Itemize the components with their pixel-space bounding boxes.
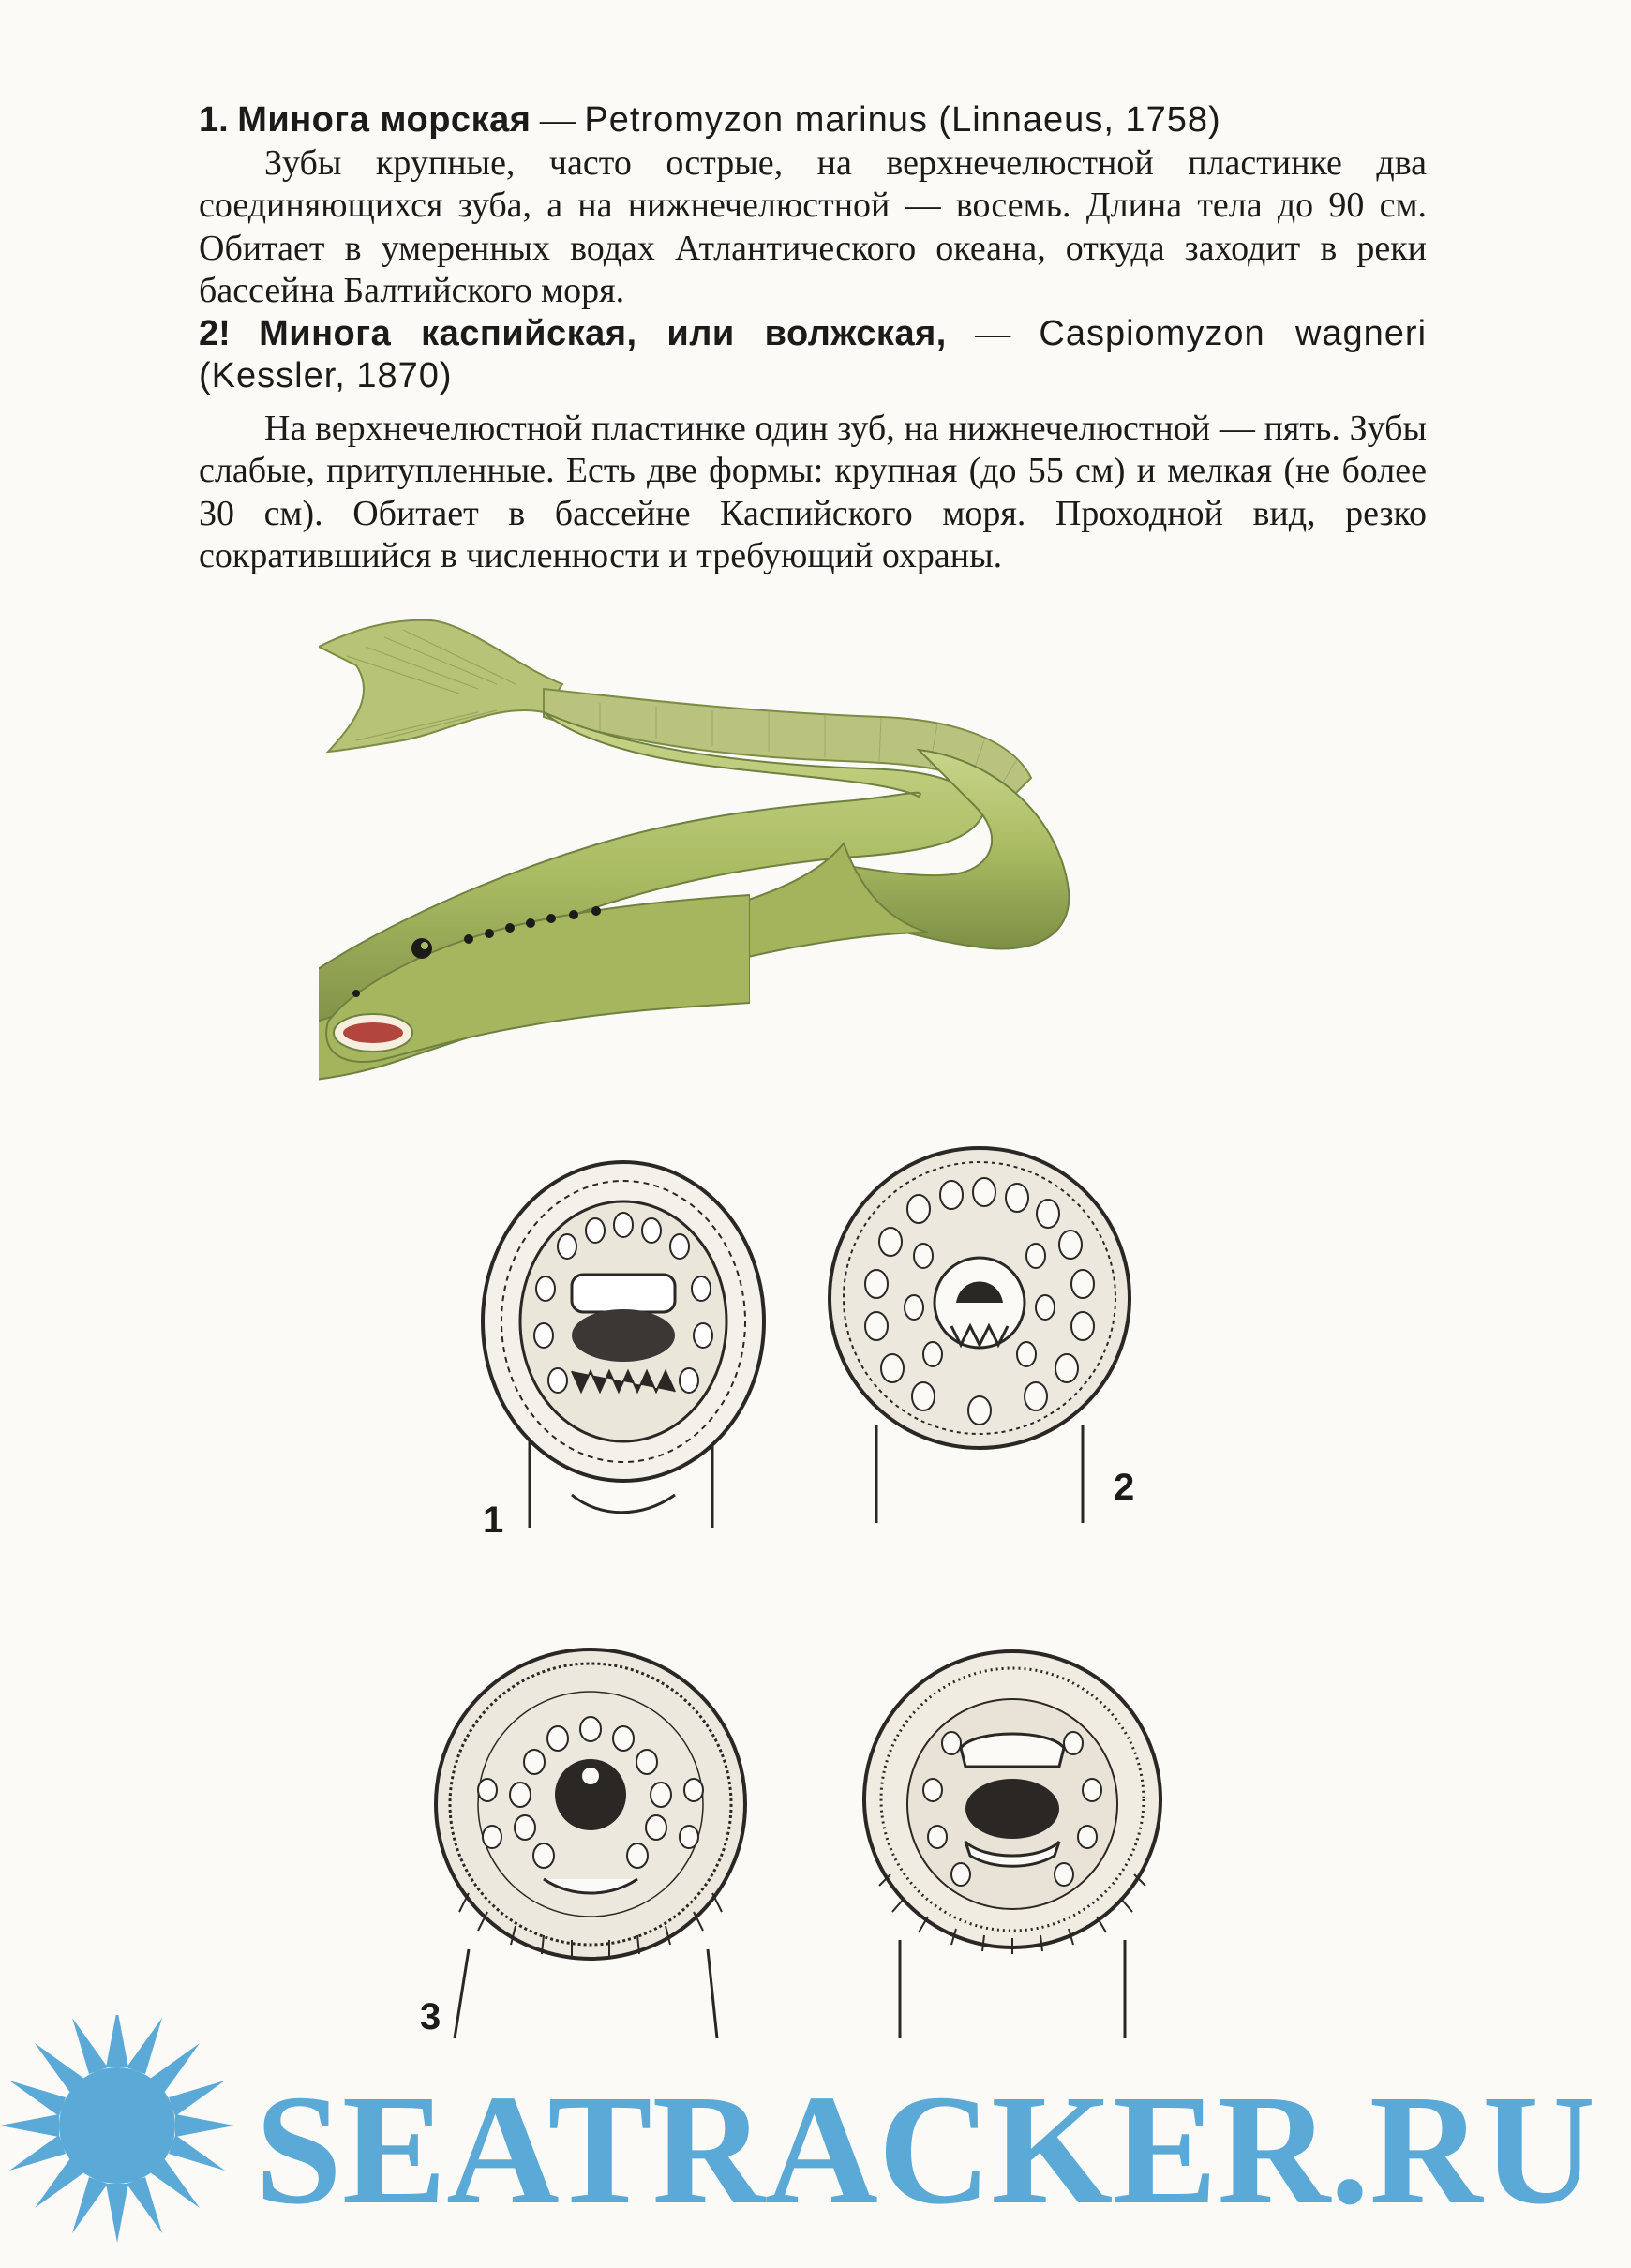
entry-1-description: Зубы крупные, часто острые, на верхнечелюстной пластинке два соединяющихся зуба, а на нижнечелюстной — восемь. Длина тела до 90 см. Обитает в умеренных водах Атлантического океана, откуда заходит в реки бассейна Балтийского моря. xyxy=(199,142,1427,310)
mouth-opening xyxy=(343,1022,403,1043)
watermark-text: SEATRACKER.RU xyxy=(255,2063,1595,2237)
species-text xyxy=(199,99,1427,578)
oral-disc-figure-1 xyxy=(478,1157,769,1532)
entry-1-dash: — xyxy=(531,100,585,140)
figure-label-3: 3 xyxy=(420,1996,441,2037)
sun-logo-icon xyxy=(0,2015,234,2243)
entry-1-name-latin: Petromyzon marinus (Linnaeus, 1758) xyxy=(584,100,1221,140)
entry-1-heading xyxy=(199,99,1427,142)
entry-1-number: 1. xyxy=(199,100,229,140)
figure-label-2: 2 xyxy=(1114,1467,1135,1508)
watermark xyxy=(0,2015,1631,2268)
entry-2-name-ru: Минога каспийская, или волжская, xyxy=(259,313,947,353)
oral-disc-figure-2 xyxy=(825,1143,1134,1528)
oral-disc-figure-3 xyxy=(431,1640,750,2043)
entry-1-name-ru: Минога морская xyxy=(237,100,531,140)
figure-label-1: 1 xyxy=(483,1500,504,1541)
entry-2-heading xyxy=(199,313,1427,398)
oral-disc-figure-4 xyxy=(862,1640,1162,2043)
entry-2-description: На верхнечелюстной пластинке один зуб, на нижнечелюстной — пять. Зубы слабые, притупленные. Есть две формы: крупная (до 55 см) и мелкая (не более 30 см). Обитает в бассейне Каспийского моря. Проходной вид, резко сократившийся в численности и требующий охраны. xyxy=(199,408,1427,575)
eye xyxy=(411,938,432,959)
entry-2-dash: — xyxy=(946,313,1040,353)
tail-fin xyxy=(319,620,562,752)
entry-2-name-latin: Caspiomyzon wagneri (Kessler, 1870) xyxy=(199,313,1428,395)
entry-2-number: 2! xyxy=(199,313,231,353)
lamprey-snout xyxy=(319,890,750,1078)
